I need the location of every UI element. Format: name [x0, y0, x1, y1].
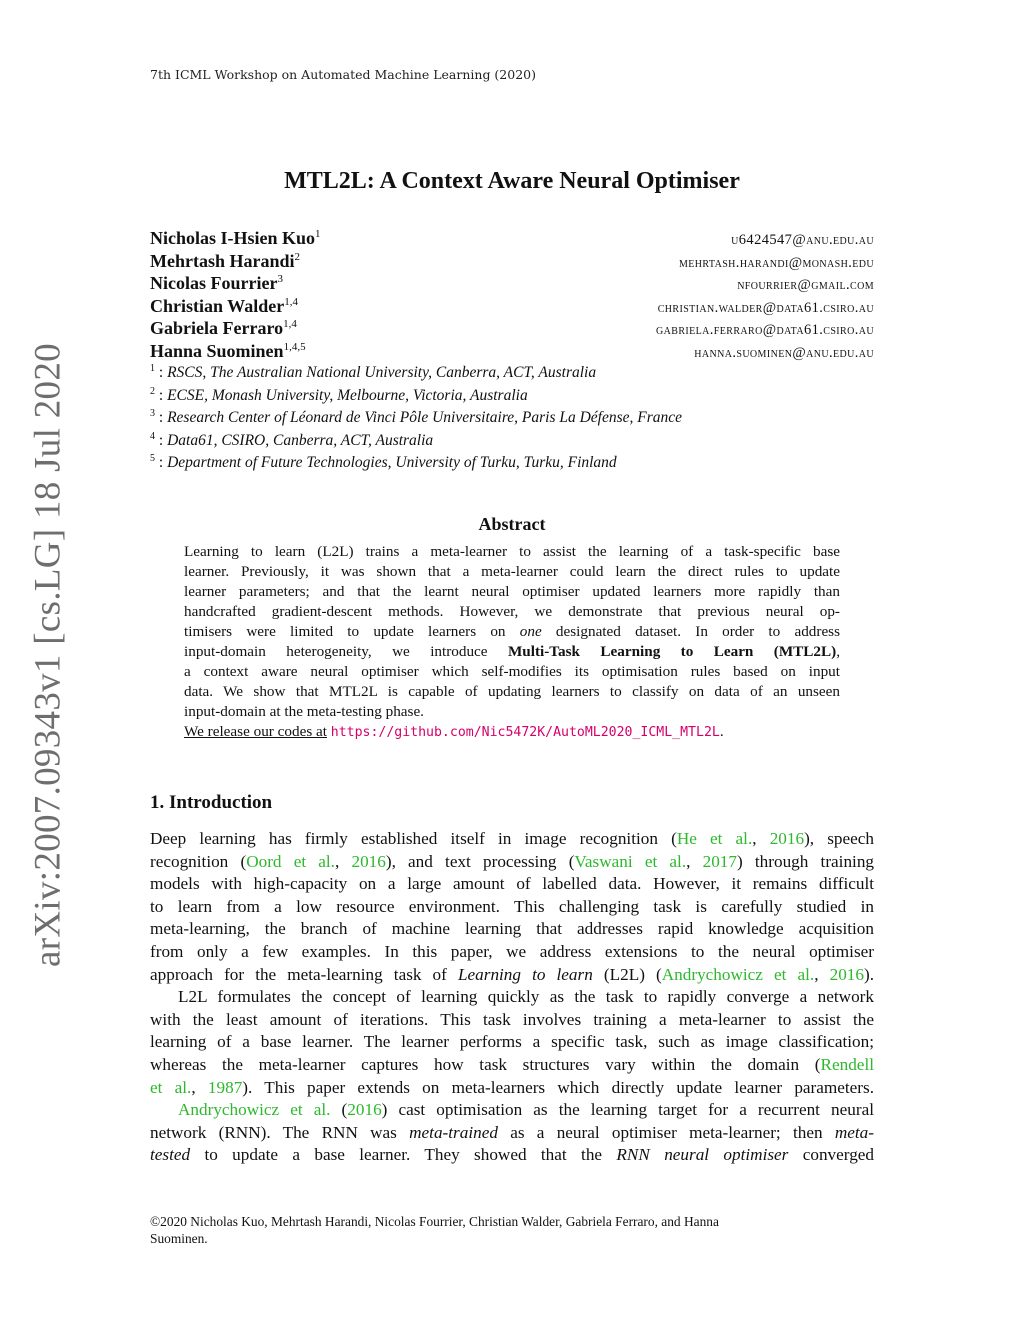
- body-line: L2L formulates the concept of learning quickly as the task to rapidly converge a network: [178, 987, 874, 1007]
- author-name: Mehrtash Harandi$^2$: [150, 250, 301, 271]
- author-email: nfourrier@gmail.com: [737, 277, 874, 294]
- author-name: Christian Walder$^{1,4}$: [150, 295, 298, 316]
- author-name: Hanna Suominen$^{1,4,5}$: [150, 340, 306, 361]
- body-line: from only a few examples. In this paper, we address extensions to the neural optimiser: [150, 941, 874, 961]
- author-row: [150, 273, 874, 296]
- abstract-line: input-domain at the meta-testing phase.: [184, 703, 424, 720]
- author-name: Nicolas Fourrier$^3$: [150, 273, 283, 294]
- author-name: Gabriela Ferraro$^{1,4}$: [150, 318, 297, 339]
- body-line: learning of a base learner. The learner performs a specific task, such as image classification;: [150, 1032, 874, 1052]
- citation-link[interactable]: He et al.: [676, 829, 753, 848]
- citation-link[interactable]: Rendell: [820, 1054, 874, 1074]
- copyright-footer: [150, 1213, 874, 1247]
- body-line: Andrychowicz et al. (2016) cast optimisation as the learning target for a recurrent neural: [178, 1100, 874, 1120]
- abstract-line: a context aware neural optimiser which self-modifies its optimisation rules based on input: [184, 663, 840, 680]
- author-email: u6424547@anu.edu.au: [731, 232, 874, 248]
- author-email: christian.walder@data61.csiro.au: [657, 299, 874, 316]
- author-row: [150, 318, 874, 341]
- venue-header: 7th ICML Workshop on Automated Machine Learning (2020): [150, 67, 536, 82]
- author-email: gabriela.ferraro@data61.csiro.au: [656, 322, 874, 339]
- abstract-line: timisers were limited to update learners on one designated dataset. In order to address: [184, 623, 841, 640]
- affiliation-list: [150, 363, 874, 476]
- affiliation-item: $^3$ : Research Center of Léonard de Vinci Pôle Universitaire, Paris La Défense, France: [150, 408, 683, 427]
- affiliation-item: $^5$ : Department of Future Technologies, University of Turku, Turku, Finland: [150, 453, 617, 472]
- citation-year-link[interactable]: 2016: [769, 829, 805, 848]
- citation-link[interactable]: Andrychowicz et al.: [661, 964, 815, 984]
- abstract-body: [184, 542, 840, 743]
- affiliation-item: $^4$ : Data61, CSIRO, Canberra, ACT, Australia: [150, 430, 434, 449]
- body-line: et al., 1987). This paper extends on meta-learners which directly update learner parameters.: [150, 1077, 875, 1097]
- citation-link[interactable]: Andrychowicz et al.: [178, 1100, 331, 1120]
- body-line: models with high-capacity on a large amount of labelled data. However, it remains difficult: [150, 874, 874, 894]
- code-release-line: We release our codes at https://github.com/Nic5472K/AutoML2020_ICML_MTL2L.: [184, 723, 724, 740]
- abstract-heading: Abstract: [478, 514, 546, 534]
- abstract-line: input-domain heterogeneity, we introduce Multi-Task Learning to Learn (MTL2L),: [184, 643, 841, 660]
- abstract-line: learner. Previously, it was shown that a meta-learner could learn the direct rules to update: [184, 563, 840, 580]
- author-row: [150, 341, 874, 364]
- arxiv-identifier-stamp: arXiv:2007.09343v1 [cs.LG] 18 Jul 2020: [27, 343, 69, 967]
- body-line: meta-learning, the branch of machine learning that addresses rapid knowledge acquisition: [150, 919, 874, 939]
- citation-link[interactable]: Vaswani et al.: [574, 851, 687, 871]
- author-list: [150, 228, 874, 364]
- code-release-label: We release our codes at: [184, 723, 327, 740]
- affiliation-item: $^1$ : RSCS, The Australian National University, Canberra, ACT, Australia: [150, 363, 597, 382]
- body-line: recognition (Oord et al., 2016), and text processing (Vaswani et al., 2017) through training: [150, 851, 875, 871]
- body-line: with the least amount of iterations. This task involves training a meta-learner to assist the: [150, 1009, 874, 1029]
- body-line: Deep learning has firmly established itself in image recognition (He et al., 2016), speech: [150, 829, 874, 848]
- citation-year-link[interactable]: 1987: [207, 1077, 243, 1097]
- author-row: [150, 296, 874, 319]
- citation-year-link[interactable]: 2016: [829, 964, 864, 984]
- body-line: to learn from a low resource environment. This challenging task is carefully studied in: [150, 896, 874, 916]
- author-name: Nicholas I-Hsien Kuo$^1$: [150, 228, 321, 248]
- footer-line: ©2020 Nicholas Kuo, Mehrtash Harandi, Nicolas Fourrier, Christian Walder, Gabriela Ferraro, and Hanna: [150, 1214, 719, 1229]
- body-line: approach for the meta-learning task of Learning to learn (L2L) (Andrychowicz et al., 2016).: [150, 964, 874, 984]
- citation-link[interactable]: et al.: [150, 1077, 192, 1097]
- github-repo-link[interactable]: https://github.com/Nic5472K/AutoML2020_ICML_MTL2L: [330, 725, 720, 740]
- citation-year-link[interactable]: 2016: [351, 851, 386, 871]
- citation-year-link[interactable]: 2016: [347, 1100, 382, 1120]
- author-email: mehrtash.harandi@monash.edu: [678, 254, 874, 271]
- author-row: [150, 228, 874, 251]
- footer-line: Suominen.: [150, 1231, 208, 1246]
- citation-year-link[interactable]: 2017: [702, 851, 737, 871]
- abstract-line: Learning to learn (L2L) trains a meta-learner to assist the learning of a task-specific base: [184, 543, 840, 560]
- abstract-line: learner parameters; and that the learnt neural optimiser updated learners more rapidly than: [184, 583, 840, 600]
- paper-title: MTL2L: A Context Aware Neural Optimiser: [284, 168, 740, 194]
- body-line: tested to update a base learner. They showed that the RNN neural optimiser converged: [150, 1145, 875, 1165]
- citation-link[interactable]: Oord et al.: [246, 851, 335, 871]
- author-email: hanna.suominen@anu.edu.au: [694, 344, 874, 361]
- abstract-line: data. We show that MTL2L is capable of updating learners to classify on data of an unseen: [184, 683, 840, 700]
- author-row: [150, 251, 874, 274]
- section-heading-introduction: 1. Introduction: [150, 792, 273, 813]
- abstract-line: handcrafted gradient-descent methods. However, we demonstrate that previous neural op-: [184, 603, 840, 620]
- introduction-body: [150, 828, 874, 1167]
- body-line: whereas the meta-learner captures how task structures vary within the domain (Rendell: [150, 1054, 874, 1074]
- body-line: network (RNN). The RNN was meta-trained as a neural optimiser meta-learner; then meta-: [150, 1122, 874, 1142]
- affiliation-item: $^2$ : ECSE, Monash University, Melbourne, Victoria, Australia: [150, 385, 528, 404]
